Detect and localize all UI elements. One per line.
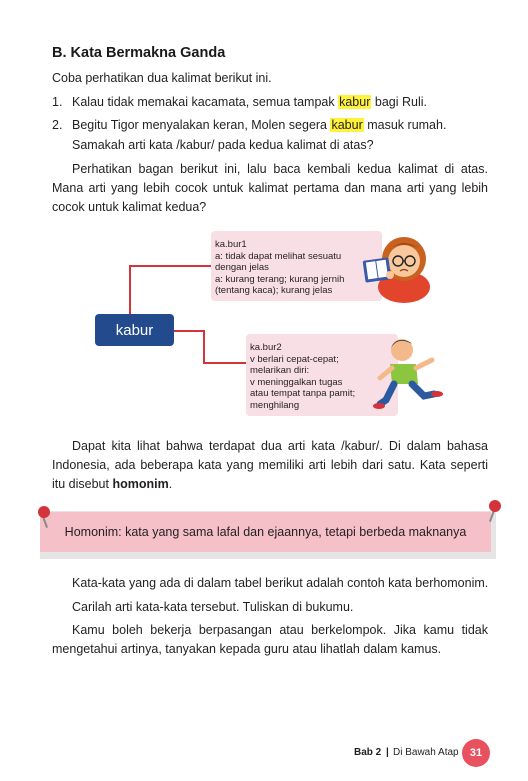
definition-1-line: a: kurang terang; kurang jernih — [215, 273, 345, 285]
definition-2-line: menghilang — [250, 399, 300, 411]
footer-title: Di Bawah Atap — [393, 747, 459, 758]
sentence-2 — [52, 116, 446, 135]
paragraph-instructions: Perhatikan bagan berikut ini, lalu baca kembali kedua kalimat di atas. Mana arti yang lebih cocok untuk kalimat pertama dan mana arti yang lebih cocok untuk kalimat kedua? — [52, 162, 488, 214]
sentence-2-after: masuk rumah. — [363, 118, 447, 132]
paragraph-table-intro: Kata-kata yang ada di dalam tabel berikut adalah contoh kata berhomonim. — [72, 576, 489, 590]
connector-vertical-1 — [129, 265, 131, 315]
definition-1-line: (tentang kaca); kurang jelas — [215, 285, 333, 296]
sentence-2-highlight: kabur — [331, 118, 363, 132]
pin-left-icon — [38, 506, 50, 518]
definition-1-line: dengan jelas — [215, 262, 269, 273]
sentence-1-highlight: kabur — [339, 95, 371, 109]
running-boy-illustration — [372, 334, 444, 414]
intro-text: Coba perhatikan dua kalimat berikut ini. — [52, 71, 272, 85]
paragraph-homonim — [52, 437, 488, 494]
connector-horizontal-1 — [129, 265, 211, 267]
page-footer — [340, 739, 500, 767]
definition-2-line: v meninggalkan tugas — [250, 376, 343, 388]
homonim-definition-banner — [40, 512, 491, 552]
sentence-1-number: 1. — [52, 95, 63, 109]
footer-separator: | — [386, 747, 389, 758]
definition-2-line: melarikan diri: — [250, 365, 310, 376]
definition-1-line: a: tidak dapat melihat sesuatu — [215, 250, 342, 262]
section-heading: B. Kata Bermakna Ganda — [52, 45, 226, 61]
definition-1-text — [215, 239, 344, 297]
paragraph-group-work: Kamu boleh bekerja berpasangan atau berkelompok. Jika kamu tidak mengetahui artinya, tanyakan kepada guru atau lihatlah dalam kamus. — [52, 623, 488, 656]
page-number-badge — [462, 739, 490, 767]
root-word: kabur — [115, 321, 154, 339]
sentence-2-number: 2. — [52, 118, 63, 132]
banner-text: Homonim: kata yang sama lafal dan ejaannya, tetapi berbeda maknanya — [64, 525, 467, 539]
connector-vertical-2 — [203, 330, 205, 364]
page-number: 31 — [469, 747, 483, 759]
sentence-1 — [52, 93, 427, 112]
pin-right-icon — [489, 500, 501, 512]
paragraph-homonim-text: Dapat kita lihat bahwa terdapat dua arti kata /kabur/. Di dalam bahasa Indonesia, ada beberapa kata yang memiliki arti lebih dari satu. Kata seperti itu disebut — [52, 439, 488, 491]
definition-2-line: v berlari cepat-cepat; — [250, 353, 339, 365]
definition-2-line: atau tempat tanpa pamit; — [250, 388, 356, 399]
sentence-1-before: Kalau tidak memakai kacamata, semua tampak — [72, 95, 339, 109]
root-word-box — [95, 314, 174, 346]
definition-2-line: ka.bur2 — [250, 342, 282, 353]
definition-2-text — [250, 342, 355, 411]
paragraph-homonim-end: . — [168, 477, 173, 491]
connector-horizontal-3 — [203, 362, 247, 364]
footer-chapter: Bab 2 — [354, 747, 382, 758]
paragraph-task: Carilah arti kata-kata tersebut. Tuliskan di bukumu. — [72, 600, 354, 614]
connector-horizontal-2 — [173, 330, 205, 332]
question-text: Samakah arti kata /kabur/ pada kedua kalimat di atas? — [72, 138, 374, 152]
girl-reading-illustration — [360, 225, 436, 303]
definition-box-1 — [211, 231, 382, 301]
definition-1-line: ka.bur1 — [215, 239, 247, 250]
homonim-term: homonim — [112, 477, 169, 491]
sentence-1-after: bagi Ruli. — [371, 95, 427, 109]
sentence-2-before: Begitu Tigor menyalakan keran, Molen segera — [72, 118, 331, 132]
